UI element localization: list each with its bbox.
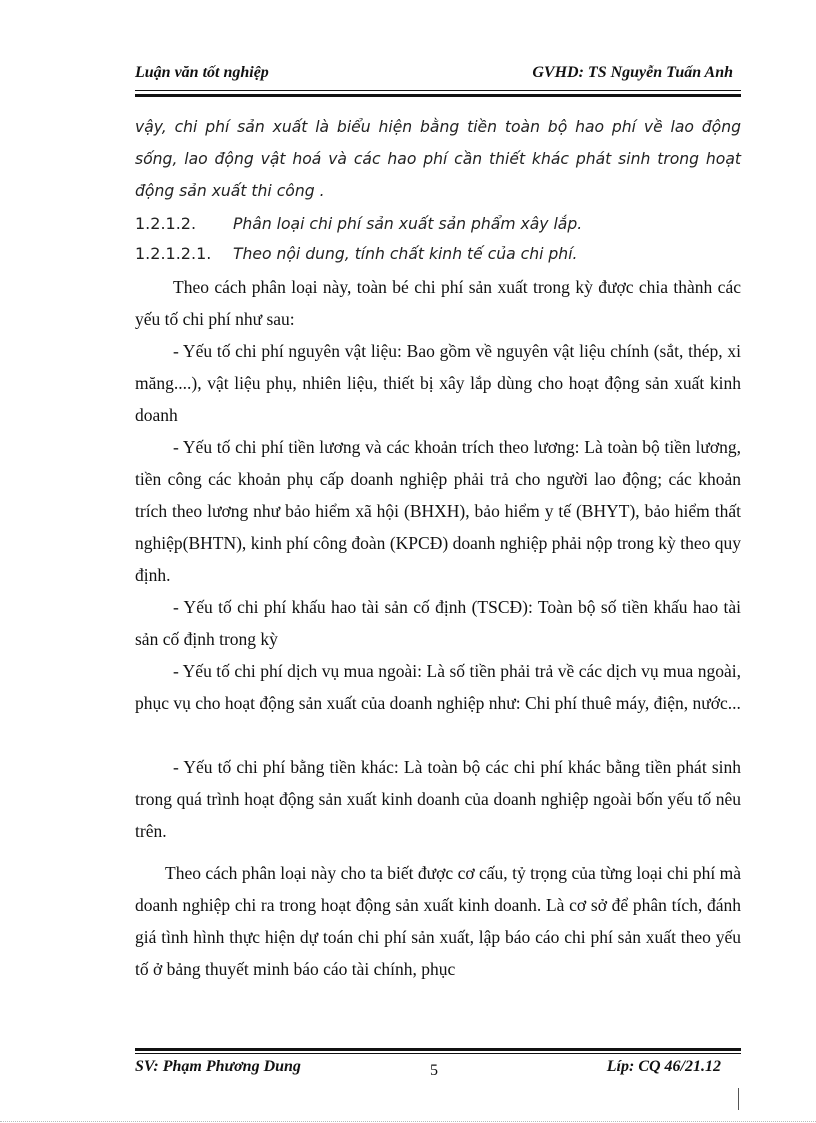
- section-title: Phân loại chi phí sản xuất sản phẩm xây lắp.: [233, 215, 583, 233]
- supervisor-label: GVHD: TS Nguyễn Tuấn Anh: [532, 64, 733, 81]
- section-number: 1.2.1.2.: [135, 214, 197, 233]
- conclusion-paragraph: Theo cách phân loại này cho ta biết được cơ cấu, tỷ trọng của từng loại chi phí mà doanh nghiệp chi ra trong hoạt động sản xuất kinh doanh. Là cơ sở để phân tích, đánh giá tình hình thực hiện dự toán chi phí sản xuất, lập báo cáo chi phí sản xuất theo yếu tố ở bảng thuyết minh báo cáo tài chính, phục: [135, 863, 741, 979]
- footer-rule-thin: [135, 1053, 741, 1054]
- section-heading-1-2-1-2: [135, 211, 582, 237]
- list-item-depreciation: - Yếu tố chi phí khấu hao tài sản cố định (TSCĐ): Toàn bộ số tiền khấu hao tài sản cố định trong kỳ: [135, 597, 741, 649]
- subsection-number: 1.2.1.2.1.: [135, 244, 212, 263]
- header-rule-thick: [135, 94, 741, 97]
- page-header: [135, 60, 741, 102]
- page-bottom-divider: [0, 1121, 816, 1122]
- section-heading-1-2-1-2-1: [135, 241, 577, 267]
- page-edge-mark: [738, 1088, 739, 1110]
- list-item-materials: - Yếu tố chi phí nguyên vật liệu: Bao gồm về nguyên vật liệu chính (sắt, thép, xi măng....), vật liệu phụ, nhiên liệu, thiết bị xây lắp dùng cho hoạt động sản xuất kinh doanh: [135, 341, 741, 425]
- header-rule-thin: [135, 90, 741, 91]
- list-item-wages: - Yếu tố chi phí tiền lương và các khoản trích theo lương: Là toàn bộ tiền lương, tiền công các khoản phụ cấp doanh nghiệp phải trả cho người lao động; các khoản trích theo lương như bảo hiểm xã hội (BHXH), bảo hiểm y tế (BHYT), bảo hiểm thất nghiệp(BHTN), kinh phí công đoàn (KPCĐ) doanh nghiệp phải nộp trong kỳ theo quy định.: [135, 437, 741, 585]
- footer-rule-thick: [135, 1048, 741, 1051]
- continued-paragraph: vậy, chi phí sản xuất là biểu hiện bằng tiền toàn bộ hao phí về lao động sống, lao động vật hoá và các hao phí cần thiết khác phát sinh trong hoạt động sản xuất thi công .: [135, 118, 741, 200]
- list-item-other-cash-costs: - Yếu tố chi phí bằng tiền khác: Là toàn bộ các chi phí khác bằng tiền phát sinh trong quá trình hoạt động sản xuất kinh doanh của doanh nghiệp ngoài bốn yếu tố nêu trên.: [135, 757, 741, 841]
- page-number: 5: [430, 1062, 438, 1079]
- student-label: SV: Phạm Phương Dung: [135, 1058, 301, 1075]
- class-label: Líp: CQ 46/21.12: [606, 1058, 721, 1075]
- intro-paragraph: Theo cách phân loại này, toàn bé chi phí sản xuất trong kỳ được chia thành các yếu tố chi phí như sau:: [135, 277, 741, 329]
- thesis-label: Luận văn tốt nghiệp: [135, 64, 269, 81]
- list-item-outsourced-services: - Yếu tố chi phí dịch vụ mua ngoài: Là số tiền phải trả về các dịch vụ mua ngoài, phục vụ cho hoạt động sản xuất của doanh nghiệp như: Chi phí thuê máy, điện, nước...: [135, 661, 741, 713]
- subsection-title: Theo nội dung, tính chất kinh tế của chi phí.: [233, 245, 578, 263]
- page-footer: [135, 1044, 741, 1084]
